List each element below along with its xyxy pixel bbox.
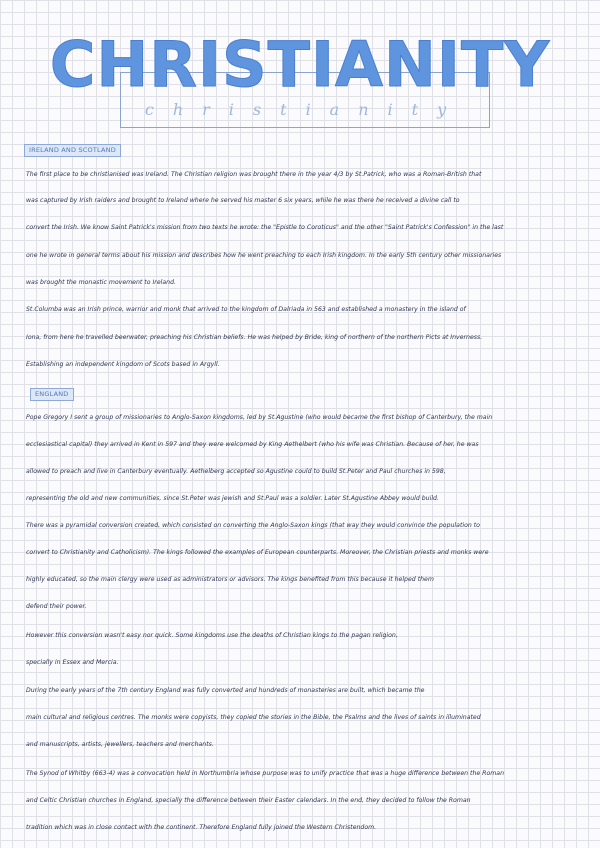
text-line: Pope Gregory I sent a group of missionaries to Anglo-Saxon kingdoms, led by St.Agustine (who would became the first bishop of Canterbury, the main [26,414,493,421]
text-line: allowed to preach and live in Canterbury eventually. Aethelberg accepted so Agustine could to build St.Peter and Paul churches in 598, [26,468,446,475]
text-line: defend their power. [26,603,87,610]
text-line: Establishing an independent kingdom of Scots based in Argyll. [26,361,220,368]
page-subtitle: christianity [144,100,466,119]
section-heading-england: ENGLAND [30,388,74,401]
text-line: and Celtic Christian churches in England, specially the difference between their Easter calendars. In the end, they decided to follow the Roman [26,797,471,804]
text-line: The first place to be christianised was Ireland. The Christian religion was brought there in the year 4/3 by St.Patrick, who was a Roman-British that [26,171,482,178]
text-line: St.Columba was an Irish prince, warrior and monk that arrived to the kingdom of Dalriada in 563 and established a monastery in the island of [26,306,466,313]
text-line: one he wrote in general terms about his mission and describes how he went preaching to each Irish kingdom. In the early 5th century other missionaries [26,252,502,259]
text-line: There was a pyramidal conversion created, which consisted on converting the Anglo-Saxon kings (that way they would convince the population to [26,522,480,529]
text-line: was brought the monastic movement to Ireland. [26,279,176,286]
text-line: convert to Christianity and Catholicism). The kings followed the examples of European counterparts. Moreover, the Christian priests and monks were [26,549,489,556]
text-line: Iona, from here he travelled beerwater, preaching his Christian beliefs. He was helped by Bride, king of northern of the northern Picts at Inverness. [26,334,483,341]
text-line: The Synod of Whitby (663-4) was a convocation held in Northumbria whose purpose was to unify practice that was a huge difference between the Roman [26,770,504,777]
text-line: convert the Irish. We know Saint Patrick's mission from two texts he wrote: the "Epistle to Coroticus" and the other "Saint Patrick's Confession" in the last [26,224,504,231]
text-line: highly educated, so the main clergy were used as administrators or advisors. The kings benefited from this because it helped them [26,576,434,583]
text-line: tradition which was in close contact with the continent. Therefore England fully joined the Western Christendom. [26,824,377,831]
page-title: CHRISTIANITY [49,28,551,101]
section-heading-ireland-scotland: IRELAND AND SCOTLAND [24,144,121,157]
text-line: was captured by Irish raiders and brought to Ireland where he served his master 6 six years, while he was there he received a divine call to [26,197,460,204]
text-line: representing the old and new communities, since St.Peter was jewish and St.Paul was a soldier. Later St.Agustine Abbey would build. [26,495,439,502]
text-line: main cultural and religious centres. The monks were copyists, they copied the stories in the Bible, the Psalms and the lives of saints in illuminated [26,714,481,721]
text-line: ecclesiastical capital) they arrived in Kent in 597 and they were welcomed by King Aethelbert (who his wife was Christian. Because of her, he was [26,441,479,448]
text-line: specially in Essex and Mercia. [26,659,119,666]
text-line: However this conversion wasn't easy nor quick. Some kingdoms use the deaths of Christian kings to the pagan religion, [26,632,398,639]
text-line: During the early years of the 7th century England was fully converted and hundreds of monasteries are built, which became the [26,687,425,694]
text-line: and manuscripts, artists, jewellers, teachers and merchants. [26,741,214,748]
